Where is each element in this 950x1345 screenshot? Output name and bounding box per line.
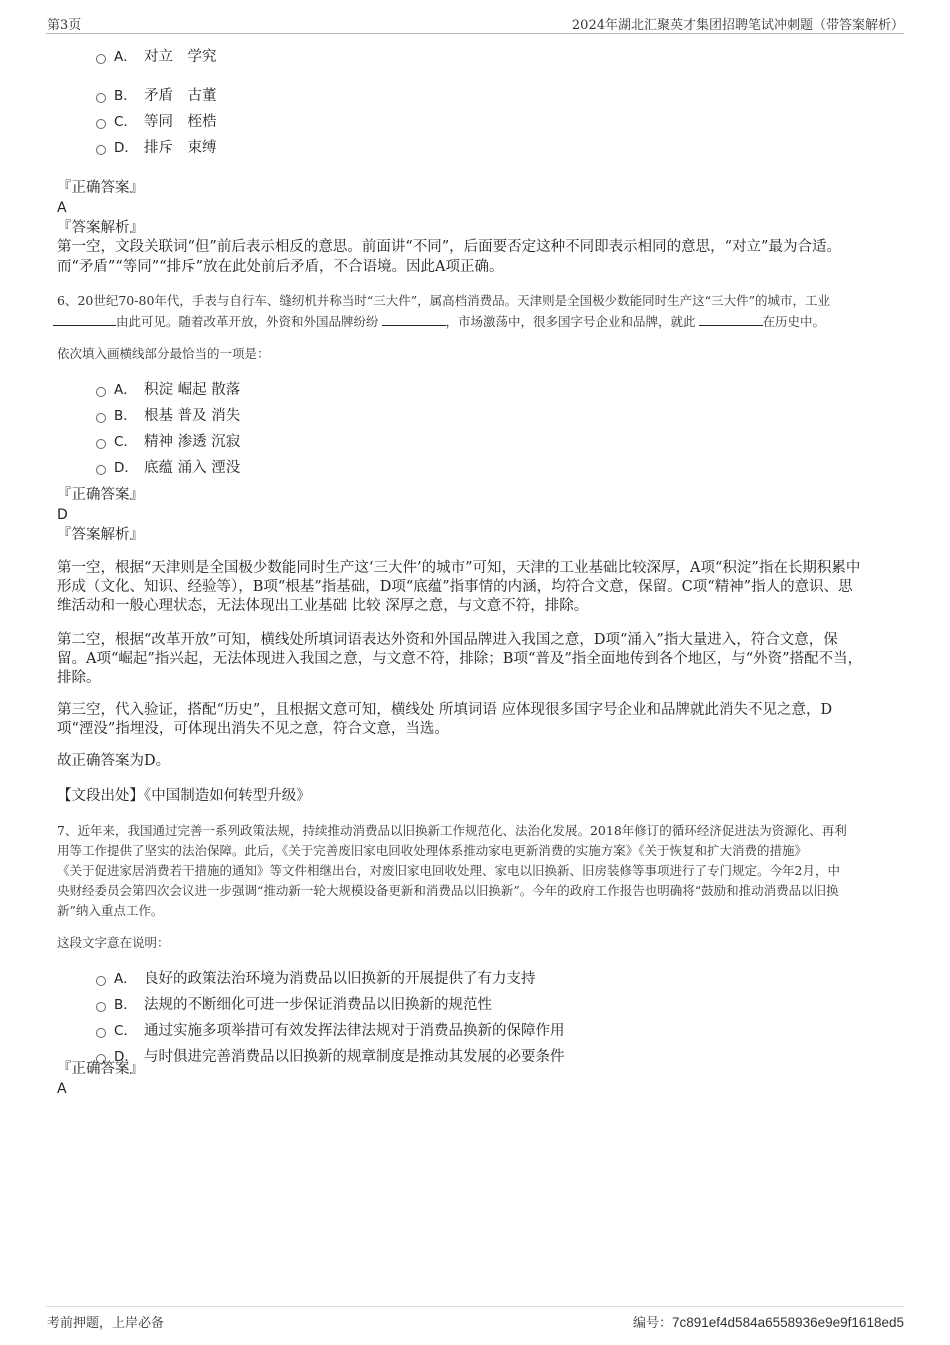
q5-option-b[interactable]: B． 矛盾 古董	[96, 86, 217, 106]
q6-option-c[interactable]: C． 精神 渗透 沉寂	[96, 432, 240, 452]
radio-icon[interactable]	[96, 465, 106, 475]
q5-answer: A	[57, 200, 67, 216]
q7-option-a[interactable]: A． 良好的政策法治环境为消费品以旧换新的开展提供了有力支持	[96, 969, 536, 989]
q7-answer: A	[57, 1081, 67, 1097]
header-divider	[46, 33, 904, 34]
q6-option-b[interactable]: B． 根基 普及 消失	[96, 406, 240, 426]
radio-icon[interactable]	[96, 1028, 106, 1038]
radio-icon[interactable]	[96, 976, 106, 986]
document-code: 编号：7c891ef4d584a6558936e9e9f1618ed5	[632, 1315, 904, 1331]
q5-answer-label: 『正确答案』	[57, 180, 144, 196]
q5-option-a[interactable]: A． 对立 学究	[96, 47, 217, 67]
q5-option-c[interactable]: C． 等同 桎梏	[96, 112, 217, 132]
radio-icon[interactable]	[96, 93, 106, 103]
radio-icon[interactable]	[96, 439, 106, 449]
q7-option-b[interactable]: B． 法规的不断细化可进一步保证消费品以旧换新的规范性	[96, 995, 492, 1015]
q6-source: 【文段出处】《中国制造如何转型升级》	[57, 788, 311, 804]
document-title: 2024年湖北汇聚英才集团招聘笔试冲刺题（带答案解析）	[571, 18, 904, 33]
q6-answer-label: 『正确答案』	[57, 487, 144, 503]
q6-analysis-line: 项“湮没”指埋没，可体现出消失不见之意，符合文意，当选。	[57, 721, 449, 737]
radio-icon[interactable]	[96, 119, 106, 129]
radio-icon[interactable]	[96, 145, 106, 155]
q6-conclusion: 故正确答案为D。	[57, 753, 171, 769]
q7-option-d[interactable]: D． 与时俱进完善消费品以旧换新的规章制度是推动其发展的必要条件	[96, 1047, 565, 1067]
q6-option-d[interactable]: D． 底蕴 涌入 湮没	[96, 458, 240, 478]
q6-analysis-label: 『答案解析』	[57, 527, 144, 543]
blank-line	[382, 311, 446, 326]
footer-slogan: 考前押题，上岸必备	[47, 1316, 165, 1331]
q7-prompt: 这段文字意在说明：	[57, 935, 170, 950]
q7-stem-line: 7、近年来，我国通过完善一系列政策法规，持续推动消费品以旧换新工作规范化、法治化发展。2018年修订的循环经济促进法为资源化、再利	[57, 823, 847, 838]
q6-stem-line2: 由此可见。随着改革开放，外资和外国品牌纷纷 ，市场激荡中，很多国字号企业和品牌，就此 在历史中。	[53, 311, 825, 332]
page-number: 第3页	[47, 18, 82, 33]
q7-stem-line: 《关于促进家居消费若干措施的通知》等文件相继出台，对废旧家电回收处理、家电以旧换新、旧房装修等事项进行了专门规定。今年2月，中	[57, 863, 840, 878]
radio-icon[interactable]	[96, 1002, 106, 1012]
footer-divider	[46, 1306, 904, 1307]
q5-option-d[interactable]: D． 排斥 束缚	[96, 138, 217, 158]
radio-icon[interactable]	[96, 413, 106, 423]
q5-analysis-line: 第一空，文段关联词“但”前后表示相反的意思。前面讲“不同”，后面要否定这种不同即表示相同的意思，“对立”最为合适。	[57, 239, 841, 255]
q7-stem-line: 用等工作提供了坚实的法治保障。此后，《关于完善废旧家电回收处理体系推动家电更新消费的实施方案》《关于恢复和扩大消费的措施》	[57, 843, 808, 858]
q6-analysis-line: 维活动和一般心理状态，无法体现出工业基础 比较 深厚之意，与文意不符，排除。	[57, 598, 589, 614]
blank-line	[699, 311, 763, 326]
q7-option-c[interactable]: C． 通过实施多项举措可有效发挥法律法规对于消费品换新的保障作用	[96, 1021, 565, 1041]
radio-icon[interactable]	[96, 387, 106, 397]
q5-analysis-label: 『答案解析』	[57, 220, 144, 236]
q6-answer: D	[57, 507, 68, 523]
q7-answer-label: 『正确答案』	[57, 1061, 144, 1077]
q6-analysis-line: 排除。	[57, 670, 101, 686]
q6-analysis-line: 第二空，根据“改革开放”可知，横线处所填词语表达外资和外国品牌进入我国之意，D项“涌入”指大量进入，符合文意，保	[57, 632, 838, 648]
blank-line	[53, 311, 116, 326]
q6-prompt: 依次填入画横线部分最恰当的一项是：	[57, 346, 270, 361]
q6-analysis-line: 第三空，代入验证，搭配“历史”，且根据文意可知，横线处 所填词语 应体现很多国字号企业和品牌就此消失不见之意，D	[57, 702, 833, 718]
q6-stem: 6、20世纪70-80年代，手表与自行车、缝纫机并称当时“三大件”，属高档消费品。天津则是全国极少数能同时生产这“三大件”的城市，工业	[57, 293, 830, 308]
q7-stem-line: 央财经委员会第四次会议进一步强调“推动新一轮大规模设备更新和消费品以旧换新”。今年的政府工作报告也明确将“鼓励和推动消费品以旧换	[57, 883, 839, 898]
radio-icon[interactable]	[96, 54, 106, 64]
q6-analysis-line: 形成（文化、知识、经验等），B项“根基”指基础，D项“底蕴”指事情的内涵，均符合文意，保留。C项“精神”指人的意识、思	[57, 579, 853, 595]
q7-stem-line: 新”纳入重点工作。	[57, 903, 164, 918]
q6-analysis-line: 第一空，根据“天津则是全国极少数能同时生产这‘三大件’的城市”可知，天津的工业基础比较深厚，A项“积淀”指在长期积累中	[57, 560, 861, 576]
q5-analysis-line: 而“矛盾”“等同”“排斥”放在此处前后矛盾，不合语境。因此A项正确。	[57, 259, 504, 275]
q6-analysis-line: 留。A项“崛起”指兴起，无法体现进入我国之意，与文意不符，排除；B项“普及”指全面地传到各个地区，与“外资”搭配不当，	[57, 651, 863, 667]
q6-option-a[interactable]: A． 积淀 崛起 散落	[96, 380, 240, 400]
